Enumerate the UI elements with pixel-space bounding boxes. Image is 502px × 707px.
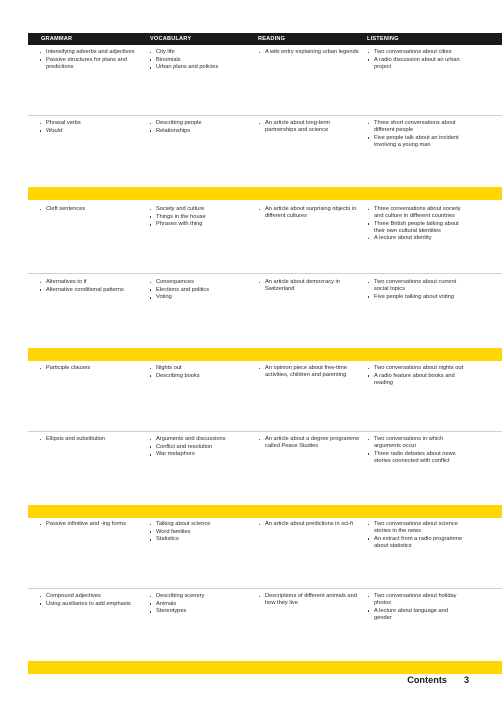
list-item: Passive structures for plans and predictions	[38, 57, 140, 71]
header-grammar: GRAMMAR	[41, 36, 73, 42]
header-reading: READING	[258, 36, 286, 42]
list-item: Nights out	[148, 365, 248, 372]
list-item: Animals	[148, 601, 248, 608]
list-item: Two conversations about cities	[366, 49, 466, 56]
list-item: Using auxiliaries to add emphasis	[38, 601, 140, 608]
list-item: Three radio debates about news stories connected with conflict	[366, 451, 466, 465]
list-item: Voting	[148, 294, 248, 301]
list-item: Two conversations about current social topics	[366, 279, 466, 293]
row-1-reading	[257, 49, 360, 57]
row-2-reading	[257, 120, 360, 135]
list-item: Alternatives to if	[38, 279, 140, 286]
list-item: Passive infinitive and -ing forms	[38, 521, 140, 528]
list-item: An article about long-term partnerships and science	[257, 120, 360, 134]
list-item: Two conversations about nights out	[366, 365, 466, 372]
header-listening: LISTENING	[367, 36, 399, 42]
row-3-reading	[257, 206, 360, 221]
row-2-vocabulary	[148, 120, 248, 135]
list-item: An article about a degree programme called Peace Studies	[257, 436, 360, 450]
unit-band	[28, 187, 502, 200]
list-item: Society and culture	[148, 206, 248, 213]
row-7-vocabulary	[148, 521, 248, 544]
row-8-listening	[366, 593, 466, 622]
row-6-reading	[257, 436, 360, 451]
list-item: Relationships	[148, 128, 248, 135]
row-6-listening	[366, 436, 466, 465]
row-5-reading	[257, 365, 360, 380]
list-item: Things in the house	[148, 214, 248, 221]
row-5-grammar	[38, 365, 140, 373]
row-divider	[28, 115, 502, 116]
list-item: Compound adjectives	[38, 593, 140, 600]
list-item: Participle clauses	[38, 365, 140, 372]
row-5-vocabulary	[148, 365, 248, 380]
list-item: Phrasal verbs	[38, 120, 140, 127]
list-item: Intensifying adverbs and adjectives	[38, 49, 140, 56]
list-item: An article about surprising objects in different cultures	[257, 206, 360, 220]
list-item: Binomials	[148, 57, 248, 64]
list-item: A wiki entry explaining urban legends	[257, 49, 360, 56]
row-3-vocabulary	[148, 206, 248, 229]
list-item: A radio feature about books and reading	[366, 373, 466, 387]
unit-band	[28, 348, 502, 361]
unit-band	[28, 661, 502, 674]
row-4-vocabulary	[148, 279, 248, 302]
list-item: A lecture about language and gender	[366, 608, 466, 622]
unit-band	[28, 505, 502, 518]
row-6-grammar	[38, 436, 140, 444]
list-item: Statistics	[148, 536, 248, 543]
list-item: A radio discussion about an urban project	[366, 57, 466, 71]
row-divider	[28, 431, 502, 432]
row-3-grammar	[38, 206, 140, 214]
list-item: An extract from a radio programme about statistics	[366, 536, 466, 550]
list-item: Three conversations about society and culture in different countries	[366, 206, 466, 220]
list-item: A lecture about identity	[366, 235, 466, 242]
list-item: Alternative conditional patterns	[38, 287, 140, 294]
list-item: Conflict and resolution	[148, 444, 248, 451]
list-item: Five people talking about voting	[366, 294, 466, 301]
list-item: Consequences	[148, 279, 248, 286]
row-8-reading	[257, 593, 360, 608]
list-item: Describing books	[148, 373, 248, 380]
row-7-grammar	[38, 521, 140, 529]
list-item: Would	[38, 128, 140, 135]
list-item: Phrases with thing	[148, 221, 248, 228]
list-item: Talking about science	[148, 521, 248, 528]
list-item: Three British people talking about their own cultural identities	[366, 221, 466, 235]
list-item: Stereotypes	[148, 608, 248, 615]
row-2-grammar	[38, 120, 140, 135]
row-4-listening	[366, 279, 466, 301]
row-7-reading	[257, 521, 360, 529]
list-item: Cleft sentences	[38, 206, 140, 213]
list-item: City life	[148, 49, 248, 56]
list-item: Elections and politics	[148, 287, 248, 294]
list-item: Arguments and discussions	[148, 436, 248, 443]
page-number: 3	[464, 675, 470, 685]
list-item: Two conversations about holiday photos	[366, 593, 466, 607]
row-divider	[28, 588, 502, 589]
row-7-listening	[366, 521, 466, 550]
row-5-listening	[366, 365, 466, 387]
row-3-listening	[366, 206, 466, 243]
row-8-grammar	[38, 593, 140, 608]
list-item: Two conversations in which arguments occur	[366, 436, 466, 450]
list-item: An article about democracy in Switzerland	[257, 279, 360, 293]
footer-label: Contents	[407, 675, 447, 685]
row-2-listening	[366, 120, 466, 149]
list-item: Urban plans and policies	[148, 64, 248, 71]
row-divider	[28, 273, 502, 274]
column-header-bar	[28, 33, 502, 45]
list-item: Two conversations about science stories in the news	[366, 521, 466, 535]
list-item: Describing scenery	[148, 593, 248, 600]
row-8-vocabulary	[148, 593, 248, 616]
list-item: An opinion piece about free-time activities, children and parenting	[257, 365, 360, 379]
list-item: Word families	[148, 529, 248, 536]
list-item: Three short conversations about different people	[366, 120, 466, 134]
row-1-grammar	[38, 49, 140, 71]
header-vocabulary: VOCABULARY	[150, 36, 192, 42]
row-1-listening	[366, 49, 466, 71]
row-4-grammar	[38, 279, 140, 294]
list-item: Descriptions of different animals and how they live	[257, 593, 360, 607]
row-1-vocabulary	[148, 49, 248, 72]
list-item: War metaphors	[148, 451, 248, 458]
row-6-vocabulary	[148, 436, 248, 459]
list-item: An article about predictions in sci-fi	[257, 521, 360, 528]
row-4-reading	[257, 279, 360, 294]
list-item: Describing people	[148, 120, 248, 127]
list-item: Five people talk about an incident involving a young man	[366, 135, 466, 149]
list-item: Ellipsis and substitution	[38, 436, 140, 443]
